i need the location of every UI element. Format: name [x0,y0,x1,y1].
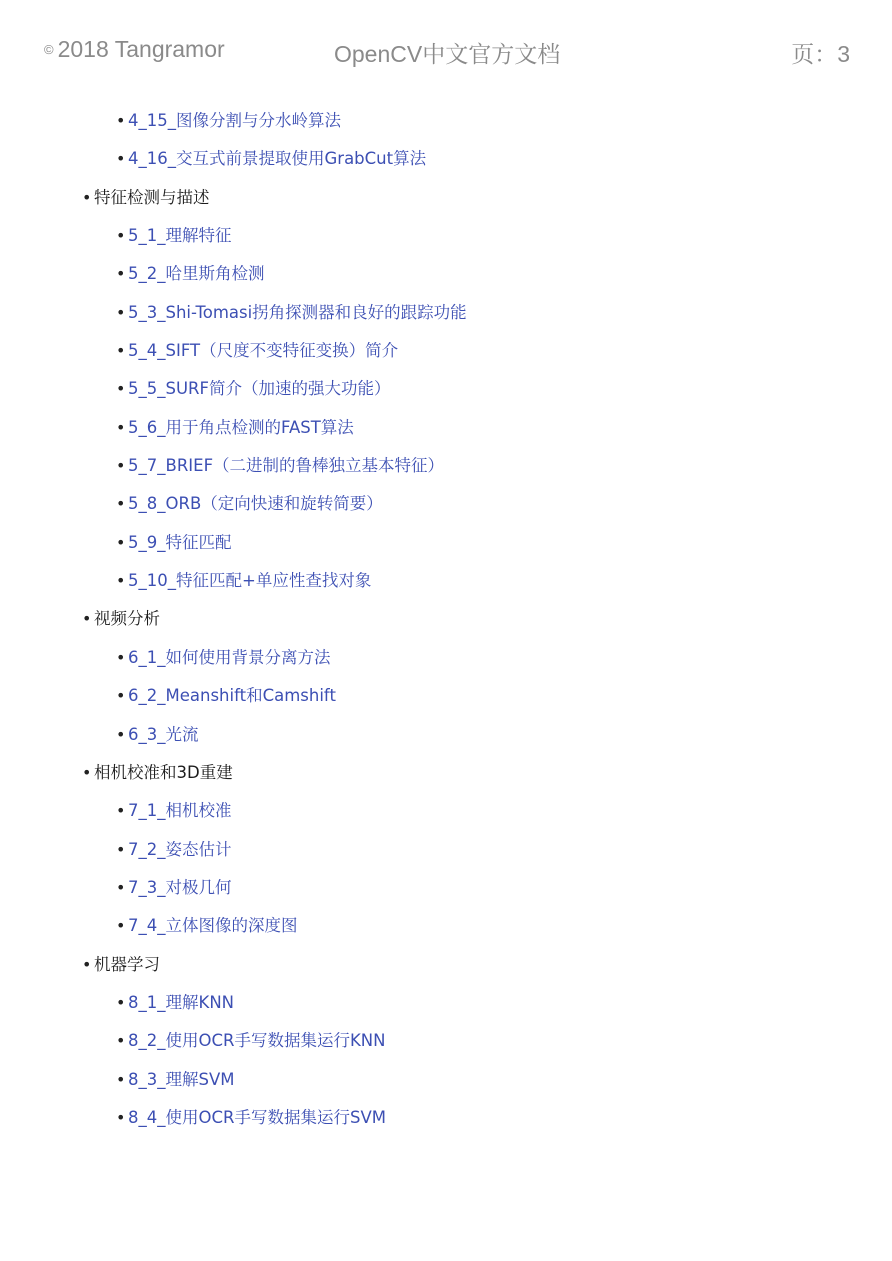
bullet-icon: • [116,801,126,821]
bullet-icon: • [116,1107,126,1127]
toc-heading-text: 相机校准和3D重建 [94,762,233,782]
bullet-icon: • [116,456,126,476]
bullet-icon: • [116,494,126,514]
toc-link-item[interactable] [0,562,892,600]
bullet-icon: • [116,532,126,552]
toc-link[interactable]: 6_3_光流 [128,724,199,744]
bullet-icon: • [116,647,126,667]
toc-link[interactable]: 5_4_SIFT（尺度不变特征变换）简介 [128,341,399,361]
bullet-icon: • [116,877,126,897]
toc-link-item[interactable] [0,294,892,332]
toc-link[interactable]: 4_16_交互式前景提取使用GrabCut算法 [128,149,427,169]
toc-heading-text: 特征检测与描述 [94,187,210,207]
toc-link[interactable]: 5_10_特征匹配+单应性查找对象 [128,571,372,591]
toc-link-item[interactable] [0,370,892,408]
toc-section-heading [0,946,892,984]
bullet-icon: • [116,302,126,322]
toc-link[interactable]: 8_4_使用OCR手写数据集运行SVM [128,1107,386,1127]
bullet-icon: • [116,341,126,361]
toc-link-item[interactable] [0,332,892,370]
copyright-icon: © [44,42,54,57]
toc-link[interactable]: 5_6_用于角点检测的FAST算法 [128,417,354,437]
toc-link[interactable]: 8_2_使用OCR手写数据集运行KNN [128,1031,386,1051]
bullet-icon: • [116,1031,126,1051]
toc-link-item[interactable] [0,1061,892,1099]
toc-link[interactable]: 7_2_姿态估计 [128,839,232,859]
bullet-icon: • [116,149,126,169]
toc-link[interactable]: 5_5_SURF简介（加速的强大功能） [128,379,391,399]
bullet-icon: • [116,724,126,744]
toc-link-item[interactable] [0,140,892,178]
toc-link-item[interactable] [0,1022,892,1060]
copyright-text: 2018 Tangramor [57,36,225,62]
toc-link-item[interactable] [0,869,892,907]
toc-link-item[interactable] [0,102,892,140]
bullet-icon: • [116,111,126,130]
toc-link-item[interactable] [0,255,892,293]
copyright-notice [44,36,225,63]
bullet-icon: • [82,954,92,974]
toc-link-item[interactable] [0,639,892,677]
toc-link[interactable]: 5_8_ORB（定向快速和旋转简要） [128,494,383,514]
toc-link-item[interactable] [0,677,892,715]
toc-heading-text: 机器学习 [94,954,160,974]
bullet-icon: • [116,379,126,399]
toc-link-item[interactable] [0,792,892,830]
toc-link-item[interactable] [0,907,892,945]
toc-link[interactable]: 5_9_特征匹配 [128,532,232,552]
toc-link-item[interactable] [0,524,892,562]
toc-section-heading [0,179,892,217]
toc-link-item[interactable] [0,1099,892,1137]
toc-link[interactable]: 5_7_BRIEF（二进制的鲁棒独立基本特征） [128,456,445,476]
toc-link[interactable]: 5_3_Shi-Tomasi拐角探测器和良好的跟踪功能 [128,302,467,322]
page-number: 页：3 [791,41,850,67]
toc-link-item[interactable] [0,485,892,523]
toc-link-item[interactable] [0,716,892,754]
bullet-icon: • [116,226,126,246]
toc-link[interactable]: 7_3_对极几何 [128,877,232,897]
table-of-contents [0,102,892,1137]
toc-link-item[interactable] [0,447,892,485]
toc-link[interactable]: 7_4_立体图像的深度图 [128,916,298,936]
toc-link-item[interactable] [0,831,892,869]
bullet-icon: • [116,571,126,591]
bullet-icon: • [116,1069,126,1089]
toc-link-item[interactable] [0,409,892,447]
toc-link[interactable]: 6_1_如何使用背景分离方法 [128,647,331,667]
page-header [0,36,892,70]
bullet-icon: • [82,187,92,207]
toc-link-item[interactable] [0,217,892,255]
toc-link-item[interactable] [0,984,892,1022]
toc-link[interactable]: 5_2_哈里斯角检测 [128,264,265,284]
bullet-icon: • [116,992,126,1012]
bullet-icon: • [116,686,126,706]
toc-link[interactable]: 5_1_理解特征 [128,226,232,246]
toc-link[interactable]: 8_1_理解KNN [128,992,235,1012]
bullet-icon: • [82,609,92,629]
toc-link[interactable]: 6_2_Meanshift和Camshift [128,686,336,706]
toc-link[interactable]: 7_1_相机校准 [128,801,232,821]
bullet-icon: • [116,264,126,284]
bullet-icon: • [116,417,126,437]
bullet-icon: • [116,839,126,859]
toc-section-heading [0,600,892,638]
toc-section-heading [0,754,892,792]
bullet-icon: • [116,916,126,936]
bullet-icon: • [82,762,92,782]
document-title: OpenCV中文官方文档 [334,41,561,67]
toc-link[interactable]: 4_15_图像分割与分水岭算法 [128,111,341,130]
toc-heading-text: 视频分析 [94,609,160,629]
toc-link[interactable]: 8_3_理解SVM [128,1069,235,1089]
